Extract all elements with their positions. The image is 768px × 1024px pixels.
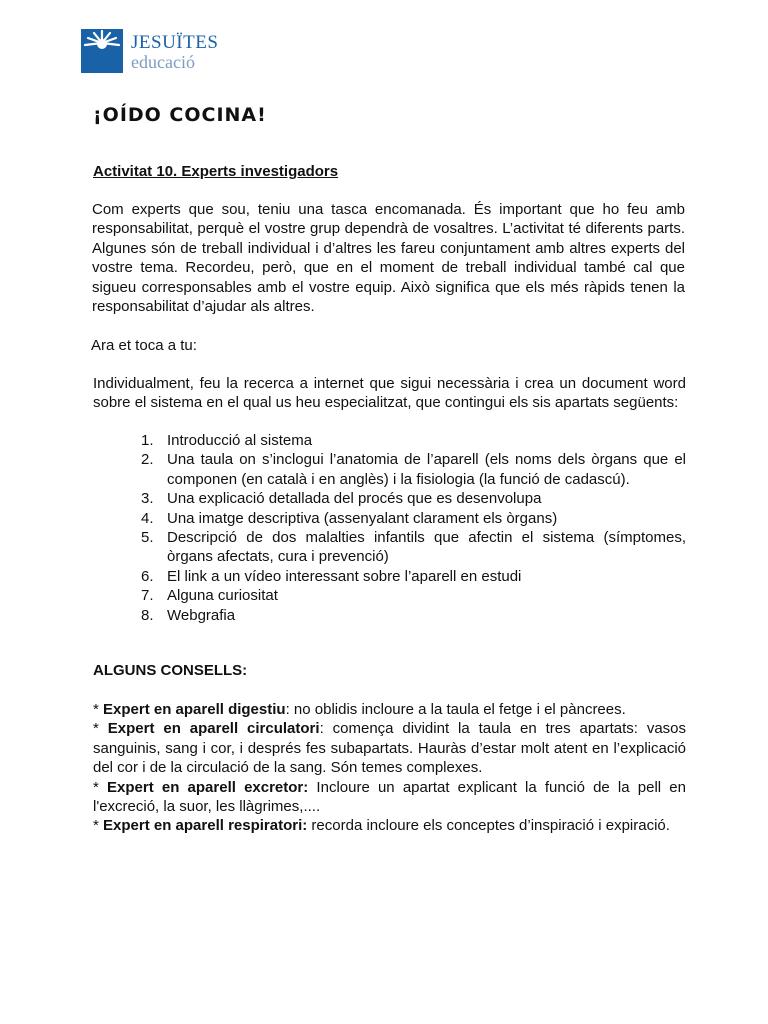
tip-item: * Expert en aparell circulatori: comença dividint la taula en tres apartats: vasos sanguinis, sang i cor, i després fes subapartats. Hauràs d’estar molt atent en l’explicació del cor i de la circulació de la sang. Són temes complexes. <box>93 720 687 777</box>
steps-list <box>141 431 686 625</box>
tip-item: * Expert en aparell digestiu: no oblidis incloure a la taula el fetge i el pàncrees. <box>93 701 626 718</box>
activity-title: Activitat 10. Experts investigadors <box>93 163 339 180</box>
jesuites-logo <box>81 29 221 75</box>
tip-item: * Expert en aparell excretor: Incloure un apartat explicant la funció de la pell en l'excreció, la suor, les llàgrimes,.... <box>93 778 686 816</box>
sunburst-logo-icon <box>81 29 123 73</box>
list-item: 2. Una taula on s’inclogui l’anatomia de l’aparell (els noms dels òrgans que el componen (en català i en anglès) i la fisiologia (la funció de cadascú). <box>141 451 686 488</box>
logo-brand-name: JESUÏTES <box>131 32 219 53</box>
list-item: 3. Una explicació detallada del procés que es desenvolupa <box>141 490 542 508</box>
prompt-text: Ara et toca a tu: <box>91 337 197 354</box>
list-item: 8. Webgrafia <box>141 606 236 624</box>
list-item: 4. Una imatge descriptiva (assenyalant clarament els òrgans) <box>141 509 558 527</box>
list-item: 7. Alguna curiositat <box>141 587 278 605</box>
tips-heading: ALGUNS CONSELLS: <box>93 662 248 679</box>
tip-item: * Expert en aparell respiratori: recorda incloure els conceptes d’inspiració i expiració. <box>93 817 670 835</box>
tips-list <box>93 700 686 836</box>
page-title: ¡OÍDO COCINA! <box>93 104 267 126</box>
intro-paragraph: Com experts que sou, teniu una tasca encomanada. És important que ho feu amb responsabilitat, perquè el vostre grup dependrà de vosaltres. L’activitat té diferents parts. Algunes són de treball individual i d’altres les fareu conjuntament amb altres experts del vostre tema. Recordeu, però, que en el moment de treball individual també cal que sigueu corresponsables amb el vostre equip. Això significa que els més ràpids tenen la responsabilitat d’ajudar als altres. <box>92 201 685 316</box>
logo-brand-subtitle: educació <box>131 52 195 72</box>
list-item: 1. Introducció al sistema <box>141 432 313 449</box>
list-item: 6. El link a un vídeo interessant sobre l’aparell en estudi <box>141 567 522 585</box>
list-item: 5. Descripció de dos malalties infantils que afectin el sistema (símptomes, òrgans afectats, cura i prevenció) <box>141 529 686 566</box>
task-paragraph: Individualment, feu la recerca a internet que sigui necessària i crea un document word sobre el sistema en el qual us heu especialitzat, que contingui els sis apartats següents: <box>93 375 686 412</box>
